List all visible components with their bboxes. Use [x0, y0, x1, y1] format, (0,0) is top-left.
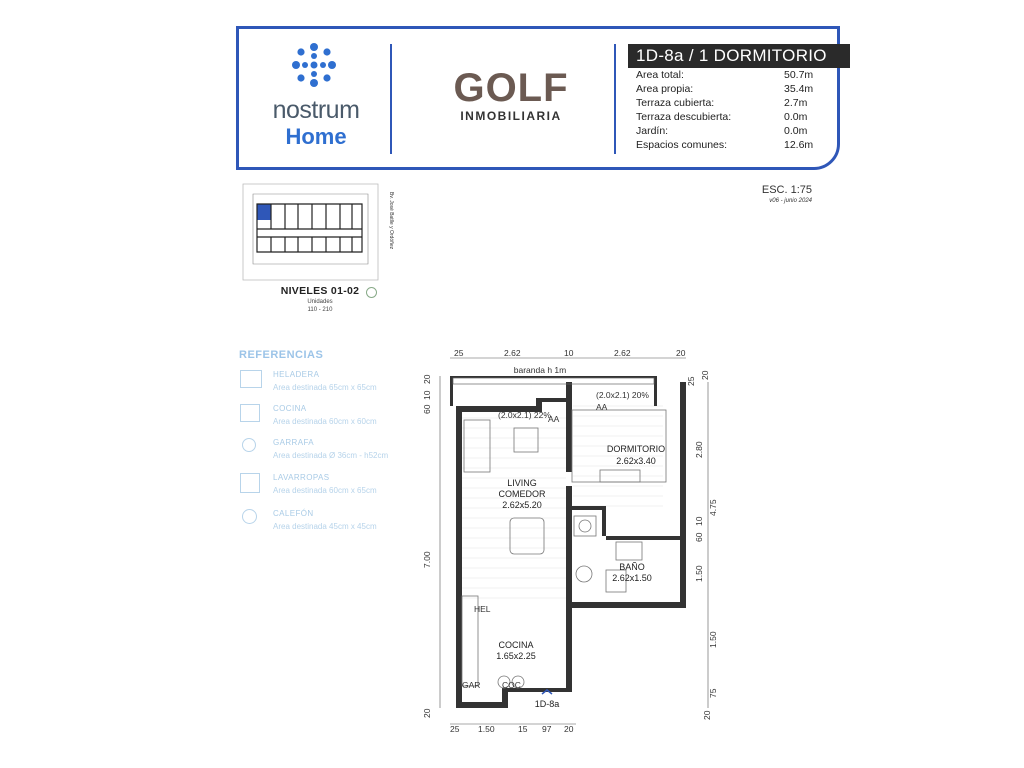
north-compass-icon	[366, 287, 377, 298]
window-note: (2.0x2.1) 22%	[498, 410, 551, 420]
dim-label: 20	[702, 710, 712, 720]
dim-label: 10	[694, 516, 704, 526]
spec-label: Jardín:	[636, 125, 669, 137]
water-heater-icon	[242, 509, 257, 524]
units-label: Unidades	[307, 299, 333, 305]
nostrum-brand-word: nostrum	[272, 96, 360, 124]
reference-desc: Area destinada 45cm x 45cm	[273, 522, 377, 531]
dim-label: 10	[564, 348, 574, 358]
key-plan	[240, 182, 392, 282]
header-divider	[390, 44, 392, 154]
dim-label: 2.62	[504, 348, 521, 358]
living-name: LIVING	[507, 478, 537, 488]
spec-value: 12.6m	[784, 139, 814, 151]
window-note: (2.0x2.1) 20%	[596, 390, 649, 400]
right-dimensions	[686, 370, 718, 720]
spec-row	[636, 110, 812, 124]
reference-name: LAVARROPAS	[273, 473, 330, 482]
references-title: REFERENCIAS	[239, 349, 324, 361]
dim-label: 7.00	[422, 551, 432, 568]
dim-label: 10	[422, 390, 432, 400]
street-name: Bv. José Batlle y Ordóñez	[388, 192, 394, 250]
aa-label: AA	[596, 402, 608, 412]
dim-label: 60	[422, 404, 432, 414]
reference-desc: Area destinada 65cm x 65cm	[273, 383, 377, 392]
spec-row	[636, 82, 812, 96]
golf-brand-word: GOLF	[453, 66, 569, 110]
bedroom-size: 2.62x3.40	[616, 456, 656, 466]
inmobiliaria-word: INMOBILIARIA	[460, 109, 562, 123]
spec-row	[636, 138, 812, 152]
spec-value: 0.0m	[784, 111, 808, 123]
bathroom-name: BAÑO	[619, 562, 645, 572]
living-size: 2.62x5.20	[502, 500, 542, 510]
dim-label: 1.50	[694, 565, 704, 582]
bedroom-name: DORMITORIO	[606, 444, 666, 454]
dim-label: 25	[454, 348, 464, 358]
units-value: 110 - 210	[307, 307, 333, 313]
spec-row	[636, 68, 812, 82]
spec-value: 2.7m	[784, 97, 808, 109]
reference-desc: Area destinada Ø 36cm - h52cm	[273, 451, 389, 460]
kitchen-name: COCINA	[498, 640, 534, 650]
dining-name: COMEDOR	[498, 489, 546, 499]
dim-label: 1.50	[478, 724, 495, 734]
spec-label: Area propia:	[636, 83, 694, 95]
spec-row	[636, 96, 812, 110]
fridge-icon	[240, 370, 262, 388]
reference-name: COCINA	[273, 404, 307, 413]
dim-label: 20	[422, 374, 432, 384]
scale-label: ESC. 1:75	[761, 184, 812, 196]
spec-value: 35.4m	[784, 83, 814, 95]
stove-label: COC	[502, 680, 521, 690]
spec-label: Area total:	[636, 69, 684, 81]
left-dimensions	[422, 374, 432, 718]
gas-label: GAR	[462, 680, 481, 690]
dim-label: 20	[564, 724, 574, 734]
bottom-dimensions	[450, 724, 574, 734]
dim-label: 4.75	[708, 499, 718, 516]
dim-label: 2.62	[614, 348, 631, 358]
reference-name: CALEFÓN	[273, 509, 314, 518]
dim-label: 1.50	[708, 631, 718, 648]
stove-icon	[240, 404, 260, 422]
dim-label: 15	[518, 724, 528, 734]
header-divider	[614, 44, 616, 154]
reference-name: GARRAFA	[273, 438, 315, 447]
reference-desc: Area destinada 60cm x 60cm	[273, 417, 377, 426]
unit-tag: 1D-8a	[534, 699, 560, 709]
nostrum-flower-icon	[291, 42, 337, 88]
balcony-note: baranda h 1m	[513, 365, 567, 375]
spec-value: 50.7m	[784, 69, 814, 81]
fridge-label: HEL	[474, 604, 491, 614]
dim-label: 75	[708, 688, 718, 698]
dim-label: 20	[676, 348, 686, 358]
home-brand-word: Home	[285, 124, 347, 149]
top-dimensions	[454, 348, 686, 358]
kitchen-size: 1.65x2.25	[496, 651, 536, 661]
spec-value: 0.0m	[784, 125, 808, 137]
dim-label: 20	[700, 370, 710, 380]
reference-name: HELADERA	[273, 370, 320, 379]
dim-label: 97	[542, 724, 552, 734]
bathroom-size: 2.62x1.50	[612, 573, 652, 583]
spec-label: Espacios comunes:	[636, 139, 728, 151]
dim-label: 2.80	[694, 441, 704, 458]
washer-icon	[240, 473, 260, 493]
spec-label: Terraza descubierta:	[636, 111, 732, 123]
floor-plan	[418, 346, 728, 738]
dim-label: 25	[686, 376, 696, 386]
levels-label: NIVELES 01-02	[280, 285, 360, 297]
unit-title: 1D-8a / 1 DORMITORIO	[628, 44, 850, 68]
dim-label: 60	[694, 532, 704, 542]
dim-label: 20	[422, 708, 432, 718]
version-label: v06 - junio 2024	[769, 198, 812, 204]
aa-label: AA	[548, 414, 560, 424]
dim-label: 25	[450, 724, 460, 734]
reference-desc: Area destinada 60cm x 65cm	[273, 486, 377, 495]
spec-label: Terraza cubierta:	[636, 97, 715, 109]
gas-tank-icon	[242, 438, 256, 452]
spec-row	[636, 124, 812, 138]
